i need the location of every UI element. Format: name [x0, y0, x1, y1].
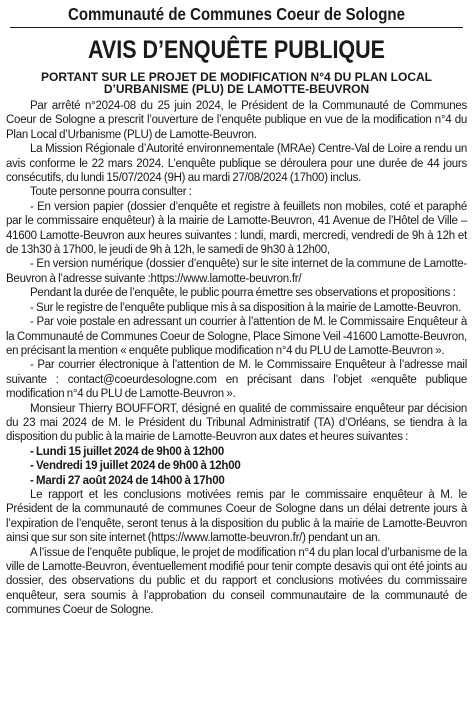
paragraph-mrae: La Mission Régionale d’Autorité environnementale (MRAe) Centre-Val de Loire a rendu un avis conforme le 22 mars 2024. L’enquête publique se déroulera pour une durée de 44 jours consécutifs, du lundi 15/07/2024 (9H) au mardi 27/08/2024 (17h00) inclus.	[6, 143, 467, 185]
paragraph-commissioner: Monsieur Thierry BOUFFORT, désigné en qualité de commissaire enquêteur par décision du 23 mai 2024 de M. le Président du Tribunal Administratif (TA) d’Orléans, se tiendra à la disposition du public à la mairie de Lamotte-Beuvron aux dates et heures suivantes :	[6, 402, 467, 444]
permanence-date-item: - Lundi 15 juillet 2024 de 9h00 à 12h00	[30, 445, 224, 458]
paragraph-digital-version: - En version numérique (dossier d’enquête) sur le site internet de la commune de Lamotte-Beuvron à l’adresse suivante :https://www.lamotte-beuvron.fr/	[6, 258, 467, 285]
paragraph-consultation-intro: Toute personne pourra consulter :	[30, 186, 192, 199]
notice-subtitle: PORTANT SUR LE PROJET DE MODIFICATION N°4 DU PLAN LOCAL D’URBANISME (PLU) DE LAMOTTE-BEUVRON	[40, 70, 433, 96]
paragraph-arrete: Par arrêté n°2024-08 du 25 juin 2024, le Président de la Communauté de Communes Coeur de Sologne a prescrit l’ouverture de l’enquête publique en vue de la modification n°4 du Plan Local d’Urbanisme (PLU) de Lamotte-Beuvron.	[6, 100, 467, 141]
paragraph-approval: A l’issue de l’enquête publique, le projet de modification n°4 du plan local d’urbanisme de la ville de Lamotte-Beuvron, éventuellement modifié pour tenir compte desavis qui ont été joints au dossier, des observations du public et du rapport et conclusions motivées du commissaire enquêteur, sera soumis à l’approbation du conseil communautaire de la communauté de communes Coeur de Sologne.	[6, 546, 467, 617]
permanence-dates	[6, 445, 467, 488]
notice-body	[6, 99, 467, 618]
paragraph-email: - Par courrier électronique à l’attention de M. le Commissaire Enquêteur à l’adresse mail suivante : contact@coeurdesologne.com en précisant dans l’objet «enquête publique modification n°4 du PLU de Lamotte-Beuvron ».	[6, 359, 467, 401]
permanence-date-item: - Vendredi 19 juillet 2024 de 9h00 à 12h00	[30, 460, 241, 473]
notice-title: AVIS D’ENQUÊTE PUBLIQUE	[87, 36, 386, 64]
paragraph-register: - Sur le registre de l’enquête publique mis à sa disposition à la mairie de Lamotte-Beuvron.	[30, 301, 462, 314]
paragraph-postal: - Par voie postale en adressant un courrier à l’attention de M. le Commissaire Enquêteur à la Communauté de Communes Coeur de Sologne, Place Simone Veil -41600 Lamotte-Beuvron, en précisant la mention « enquête publique modification n°4 du PLU de Lamotte-Beuvron ».	[6, 316, 468, 357]
paragraph-paper-version: - En version papier (dossier d’enquête et registre à feuillets non mobiles, coté et paraphé par le commissaire enquêteur) à la mairie de Lamotte-Beuvron, 41 Avenue de l’Hôtel de Ville – 41600 Lamotte-Beuvron aux heures suivantes : lundi, mardi, mercredi, vendredi de 9h à 12h et de 13h30 à 17h00, le jeudi de 9h à 12h, le samedi de 9h30 à 12h00,	[6, 200, 467, 257]
paragraph-report: Le rapport et les conclusions motivées remis par le commissaire enquêteur à M. le Président de la communauté de communes Coeur de Sologne dans un délai detrente jours à l’expiration de l’enquête, seront tenus à la disposition du public à la mairie de Lamotte-Beuvron ainsi que sur son site internet (https://www.lamotte-beuvron.fr/) pendant un an.	[6, 488, 467, 545]
organization-name: Communauté de Communes Coeur de Sologne	[67, 4, 405, 24]
paragraph-observations-intro: Pendant la durée de l’enquête, le public pourra émettre ses observations et propositions :	[30, 287, 456, 300]
header-rule	[10, 27, 463, 28]
permanence-date-item: - Mardi 27 août 2024 de 14h00 à 17h00	[30, 474, 225, 487]
